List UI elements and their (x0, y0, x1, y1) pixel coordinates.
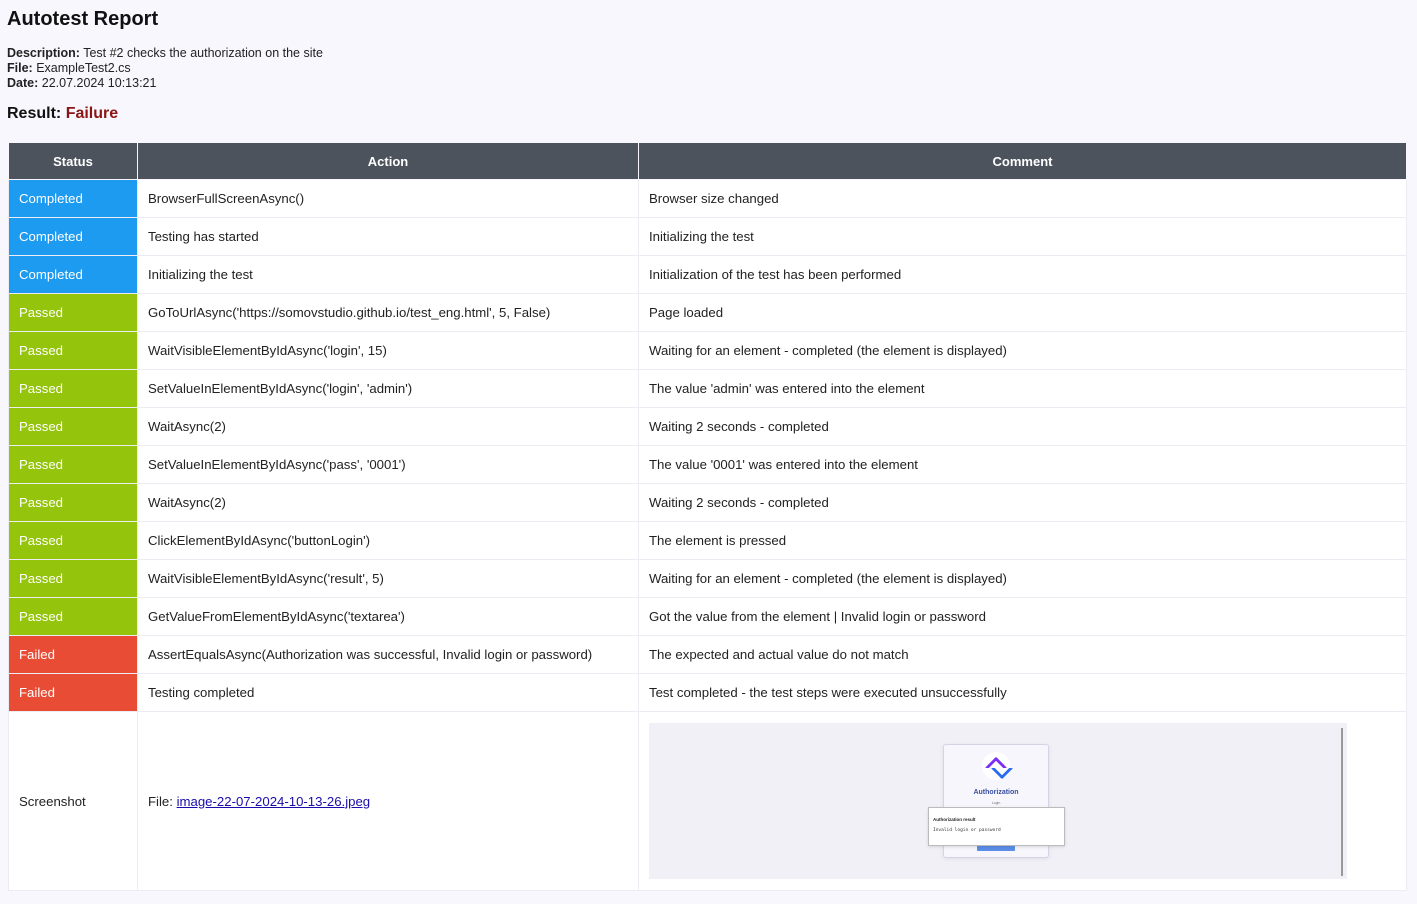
status-cell: Passed (9, 446, 138, 484)
preview-popup-text: Invalid login or password (933, 828, 1001, 833)
status-cell: Passed (9, 560, 138, 598)
screenshot-file-link[interactable]: image-22-07-2024-10-13-26.jpeg (176, 793, 371, 809)
table-header-row (9, 143, 1407, 180)
file-value: ExampleTest2.cs (36, 61, 131, 75)
description-label: Description: (7, 46, 80, 60)
action-cell: SetValueInElementByIdAsync('pass', '0001') (138, 446, 639, 484)
comment-cell: The element is pressed (639, 522, 1407, 560)
header-action: Action (138, 143, 639, 180)
table-row (9, 370, 1407, 408)
result-label: Result: (7, 105, 62, 122)
preview-scrollbar[interactable] (1341, 728, 1343, 876)
file-line (7, 61, 1410, 76)
table-row (9, 256, 1407, 294)
status-cell: Completed (9, 180, 138, 218)
screenshot-row (9, 712, 1407, 891)
table-row (9, 218, 1407, 256)
status-cell: Passed (9, 522, 138, 560)
table-row (9, 294, 1407, 332)
action-cell: WaitVisibleElementByIdAsync('result', 5) (138, 560, 639, 598)
status-cell: Failed (9, 636, 138, 674)
table-row (9, 636, 1407, 674)
action-cell: ClickElementByIdAsync('buttonLogin') (138, 522, 639, 560)
screenshot-preview-cell (639, 712, 1407, 891)
table-row (9, 522, 1407, 560)
status-cell: Passed (9, 598, 138, 636)
comment-cell: Waiting 2 seconds - completed (639, 408, 1407, 446)
table-row (9, 484, 1407, 522)
screenshot-preview-image[interactable] (649, 723, 1347, 879)
status-cell: Failed (9, 674, 138, 712)
comment-cell: Page loaded (639, 294, 1407, 332)
table-row (9, 598, 1407, 636)
action-cell: WaitAsync(2) (138, 408, 639, 446)
report-meta (7, 46, 1410, 91)
file-label: File: (7, 61, 33, 75)
action-cell: GoToUrlAsync('https://somovstudio.github.io/test_eng.html', 5, False) (138, 294, 639, 332)
comment-cell: Initialization of the test has been performed (639, 256, 1407, 294)
screenshot-file-label: File: (148, 793, 173, 809)
status-cell: Passed (9, 484, 138, 522)
comment-cell: Waiting 2 seconds - completed (639, 484, 1407, 522)
action-cell: SetValueInElementByIdAsync('login', 'admin') (138, 370, 639, 408)
screenshot-status-cell: Screenshot (9, 712, 138, 891)
description-value: Test #2 checks the authorization on the site (83, 46, 323, 60)
status-cell: Passed (9, 332, 138, 370)
table-row (9, 332, 1407, 370)
date-line (7, 76, 1410, 91)
action-cell: Testing completed (138, 674, 639, 712)
action-cell: AssertEqualsAsync(Authorization was successful, Invalid login or password) (138, 636, 639, 674)
report-header (0, 0, 1417, 123)
report-title: Autotest Report (7, 8, 159, 30)
table-row (9, 408, 1407, 446)
status-cell: Passed (9, 294, 138, 332)
comment-cell: Browser size changed (639, 180, 1407, 218)
preview-result-popup (928, 807, 1065, 846)
action-cell: BrowserFullScreenAsync() (138, 180, 639, 218)
table-row (9, 560, 1407, 598)
preview-card-title: Authorization (973, 789, 1019, 796)
header-status: Status (9, 143, 138, 180)
result-line (7, 105, 1410, 123)
status-cell: Completed (9, 218, 138, 256)
date-label: Date: (7, 76, 39, 90)
screenshot-file-cell (138, 712, 639, 891)
preview-card-subtitle: Login (991, 801, 1001, 805)
comment-cell: Test completed - the test steps were executed unsuccessfully (639, 674, 1407, 712)
status-cell: Passed (9, 370, 138, 408)
description-line (7, 46, 1410, 61)
table-row (9, 446, 1407, 484)
action-cell: WaitAsync(2) (138, 484, 639, 522)
status-cell: Completed (9, 256, 138, 294)
comment-cell: The expected and actual value do not match (639, 636, 1407, 674)
status-cell: Passed (9, 408, 138, 446)
action-cell: WaitVisibleElementByIdAsync('login', 15) (138, 332, 639, 370)
action-cell: Initializing the test (138, 256, 639, 294)
table-row (9, 674, 1407, 712)
preview-popup-title: Authorization result (933, 817, 976, 822)
preview-logo-icon (982, 752, 1010, 780)
date-value: 22.07.2024 10:13:21 (41, 76, 157, 90)
action-cell: Testing has started (138, 218, 639, 256)
comment-cell: Waiting for an element - completed (the element is displayed) (639, 332, 1407, 370)
table-row (9, 180, 1407, 218)
action-cell: GetValueFromElementByIdAsync('textarea') (138, 598, 639, 636)
comment-cell: The value '0001' was entered into the element (639, 446, 1407, 484)
comment-cell: The value 'admin' was entered into the element (639, 370, 1407, 408)
comment-cell: Initializing the test (639, 218, 1407, 256)
steps-table (8, 142, 1407, 891)
result-value: Failure (65, 105, 119, 122)
header-comment: Comment (639, 143, 1407, 180)
comment-cell: Got the value from the element | Invalid login or password (639, 598, 1407, 636)
comment-cell: Waiting for an element - completed (the element is displayed) (639, 560, 1407, 598)
